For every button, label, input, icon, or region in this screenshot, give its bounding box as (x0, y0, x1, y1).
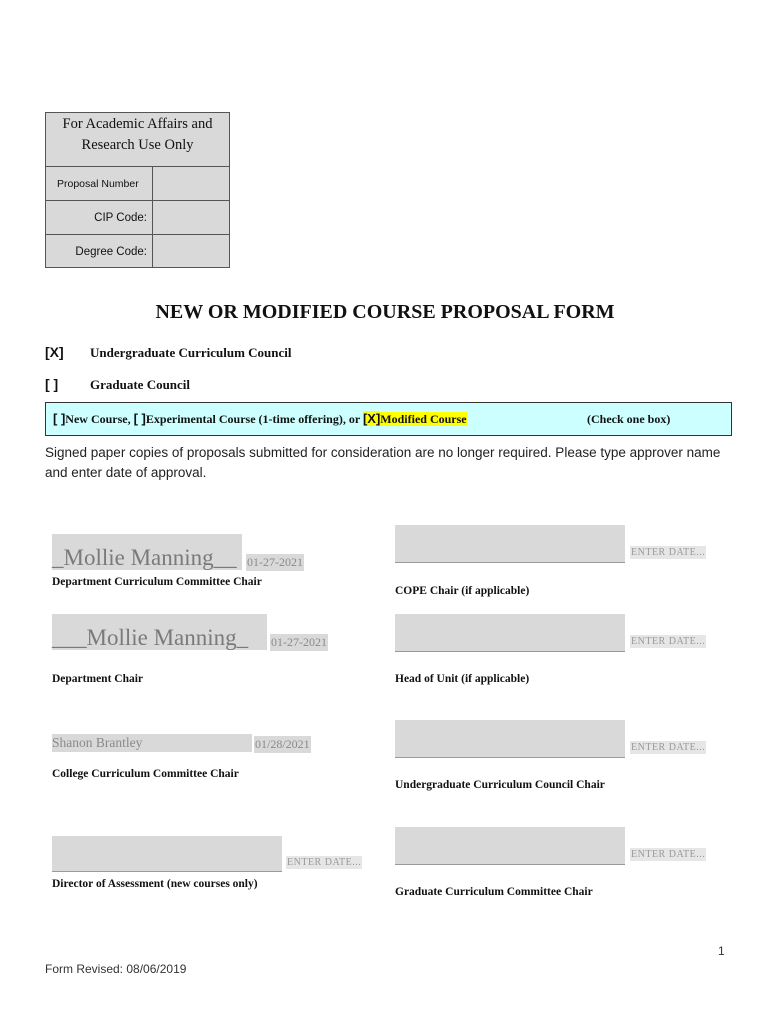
ugrad-council-chair-role: Undergraduate Curriculum Council Chair (395, 779, 605, 791)
new-course-checkbox[interactable]: [ ] (53, 411, 66, 426)
cope-chair-role: COPE Chair (if applicable) (395, 585, 530, 597)
ugrad-council-chair-name-field[interactable] (395, 720, 625, 758)
modified-course-checkbox[interactable]: [X] (362, 411, 381, 426)
degree-code-label: Degree Code: (46, 235, 153, 268)
ugrad-council-chair-date[interactable]: ENTER DATE... (631, 742, 706, 753)
degree-code-value[interactable] (154, 235, 229, 268)
grad-committee-chair-role: Graduate Curriculum Committee Chair (395, 886, 593, 898)
college-chair-name[interactable]: Shanon Brantley (52, 735, 143, 750)
director-assessment-name-field[interactable] (52, 836, 282, 872)
proposal-number-value[interactable] (154, 167, 229, 200)
experimental-course-label: Experimental Course (1-time offering), (145, 412, 346, 426)
degree-code-row (46, 235, 229, 268)
check-one-hint: (Check one box) (587, 412, 671, 426)
director-assessment-date[interactable]: ENTER DATE... (287, 857, 362, 868)
dept-curriculum-chair-role: Department Curriculum Committee Chair (52, 576, 262, 588)
form-title: NEW OR MODIFIED COURSE PROPOSAL FORM (155, 301, 615, 323)
instructions-text: Signed paper copies of proposals submitted for consideration are no longer required. Please type approver name and enter date of approval. (45, 445, 721, 480)
experimental-course-checkbox[interactable]: [ ] (133, 411, 146, 426)
grad-council-label: Graduate Council (90, 377, 191, 392)
cope-chair-date[interactable]: ENTER DATE... (631, 547, 706, 558)
form-revised-date: Form Revised: 08/06/2019 (45, 962, 187, 976)
cope-chair-name-field[interactable] (395, 525, 625, 563)
grad-committee-chair-date[interactable]: ENTER DATE... (631, 849, 706, 860)
undergrad-council-label: Undergraduate Curriculum Council (90, 345, 292, 360)
cip-code-row (46, 201, 229, 235)
or-text: or (348, 412, 360, 426)
head-of-unit-name-field[interactable] (395, 614, 625, 652)
head-of-unit-date[interactable]: ENTER DATE... (631, 636, 706, 647)
dept-chair-date[interactable]: 01-27-2021 (271, 635, 327, 649)
head-of-unit-role: Head of Unit (if applicable) (395, 673, 530, 685)
dept-chair-role: Department Chair (52, 673, 144, 685)
office-use-table (45, 112, 230, 268)
undergrad-council-checkbox[interactable]: [X] (45, 344, 64, 360)
proposal-number-label: Proposal Number (46, 167, 153, 200)
page-number: 1 (718, 944, 725, 958)
director-assessment-role: Director of Assessment (new courses only) (52, 878, 258, 890)
undergrad-council-option[interactable] (45, 344, 292, 361)
grad-council-option[interactable] (45, 376, 190, 393)
cip-code-label: CIP Code: (46, 201, 153, 234)
grad-committee-chair-name-field[interactable] (395, 827, 625, 865)
cip-code-value[interactable] (154, 201, 229, 234)
dept-curriculum-chair-name[interactable]: _Mollie Manning__ (52, 545, 237, 570)
office-use-header: For Academic Affairs and Research Use Only (46, 113, 229, 167)
college-chair-date[interactable]: 01/28/2021 (255, 737, 310, 751)
college-chair-role: College Curriculum Committee Chair (52, 768, 239, 780)
proposal-number-row (46, 167, 229, 201)
new-course-label: New Course, (65, 412, 131, 426)
dept-curriculum-chair-date[interactable]: 01-27-2021 (247, 555, 303, 569)
grad-council-checkbox[interactable]: [ ] (45, 376, 59, 392)
modified-course-label: Modified Course (380, 412, 467, 426)
dept-chair-name[interactable]: ___Mollie Manning_ (52, 625, 249, 650)
course-type-box (45, 402, 732, 436)
